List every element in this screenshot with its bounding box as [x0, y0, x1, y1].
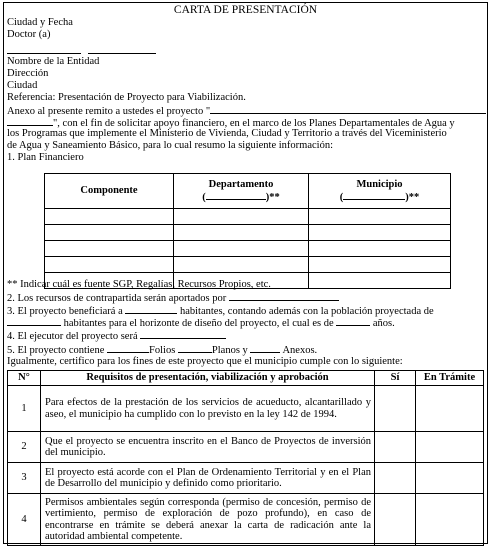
cell[interactable]: [309, 241, 451, 257]
source-blank[interactable]: [343, 190, 405, 200]
row-number: 2: [8, 432, 41, 463]
departamento-source-field: ( )**: [202, 192, 280, 203]
cell[interactable]: [45, 225, 174, 241]
anexos-blank[interactable]: [250, 343, 280, 353]
city-date-line: Ciudad y Fecha: [7, 17, 73, 28]
header-departamento: [174, 174, 309, 209]
row-number: 3: [8, 463, 41, 494]
table-row: [45, 257, 451, 273]
certification-line: Igualmente, certifico para los fines de este proyecto que el municipio cumple con lo siguiente:: [7, 356, 403, 367]
annex-line-4: de Agua y Saneamiento Básico, para lo cual resumo la siguiente información:: [7, 140, 333, 151]
annex-line-3: los Programas que implemente el Ministerio de Vivienda, Ciudad y Territorio a través del Viceministerio: [7, 128, 447, 139]
source-blank[interactable]: [206, 190, 266, 200]
tramite-cell[interactable]: [416, 494, 484, 546]
requirement-text: Que el proyecto se encuentra inscrito en el Banco de Proyectos de inversión del municipio.: [41, 432, 375, 463]
entity-name-line: Nombre de la Entidad: [7, 56, 100, 67]
item-4: 4. El ejecutor del proyecto será: [7, 329, 226, 343]
reference-line: Referencia: Presentación de Proyecto para Viabilización.: [7, 92, 246, 103]
executor-blank[interactable]: [140, 329, 226, 339]
annex-text: ", con el fin de solicitar apoyo financiero, en el marco de los Planes Departamentales de Agua y: [53, 118, 455, 129]
si-cell[interactable]: [375, 494, 416, 546]
cell[interactable]: [174, 209, 309, 225]
table-row: [45, 241, 451, 257]
project-name-blank[interactable]: [210, 104, 486, 114]
projected-population-blank[interactable]: [7, 316, 61, 326]
table-row: [8, 386, 484, 432]
cell[interactable]: [45, 241, 174, 257]
requirements-table: [7, 370, 484, 546]
page-title: CARTA DE PRESENTACIÓN: [173, 4, 318, 16]
cell[interactable]: [45, 257, 174, 273]
horizon-years-blank[interactable]: [336, 316, 370, 326]
letter-page: [3, 2, 488, 544]
requirement-text: El proyecto está acorde con el Plan de Ordenamiento Territorial y en el Plan de Desarrollo del municipio y definido como prioritario.: [41, 463, 375, 494]
funding-sources-note: ** Indicar cuál es fuente SGP, Regalías, Recursos Propios, etc.: [7, 279, 271, 290]
row-number: 4: [8, 494, 41, 546]
financial-table: [44, 173, 451, 289]
doctor-line: Doctor (a): [7, 29, 51, 40]
cell[interactable]: [309, 273, 451, 289]
planos-blank[interactable]: [178, 343, 212, 353]
item-3-line-2: habitantes para el horizonte de diseño del proyecto, el cual es de años.: [7, 316, 395, 330]
item-3-line-1: 3. El proyecto beneficiará a habitantes, contando además con la población proyectada de: [7, 306, 434, 317]
header-componente: Componente: [45, 174, 174, 209]
header-number: N°: [8, 371, 41, 386]
header-en-tramite: En Trámite: [416, 371, 484, 386]
tramite-cell[interactable]: [416, 432, 484, 463]
header-municipio: [309, 174, 451, 209]
table-row: [8, 463, 484, 494]
counterpart-blank[interactable]: [229, 291, 339, 301]
section-plan-financiero: 1. Plan Financiero: [7, 152, 84, 163]
cell[interactable]: [174, 241, 309, 257]
si-cell[interactable]: [375, 463, 416, 494]
cell[interactable]: [309, 257, 451, 273]
table-row: [45, 209, 451, 225]
cell[interactable]: [309, 209, 451, 225]
si-cell[interactable]: [375, 432, 416, 463]
municipio-source-field: ( )**: [339, 192, 420, 203]
si-cell[interactable]: [375, 386, 416, 432]
requirement-text: Permisos ambientales según corresponda (permiso de concesión, permiso de vertimiento, permiso de exploración de pozo profundo), en caso de encontrarse en trámite se deberá anexar la carta de radicación ante la autoridad ambiental competente.: [41, 494, 375, 546]
blank-line[interactable]: [7, 44, 81, 54]
header-requisitos: Requisitos de presentación, viabilización y aprobación: [41, 371, 375, 386]
annex-text: Anexo al presente remito a ustedes el proyecto ": [7, 106, 211, 117]
table-row: [45, 225, 451, 241]
address-line: Dirección: [7, 68, 49, 79]
city-line: Ciudad: [7, 80, 38, 91]
item-5: 5. El proyecto contiene Folios Planos y Anexos.: [7, 345, 318, 356]
item-2: 2. Los recursos de contrapartida serán aportados por: [7, 291, 339, 305]
table-row: [8, 432, 484, 463]
cell[interactable]: [45, 209, 174, 225]
municipio-label: Municipio: [356, 178, 403, 190]
folios-blank[interactable]: [107, 343, 149, 353]
requirement-text: Para efectos de la prestación de los servicios de acueducto, alcantarillado y aseo, el municipio ha cumplido con lo previsto en la ley 142 de 1994.: [41, 386, 375, 432]
beneficiaries-blank[interactable]: [125, 304, 177, 314]
cell[interactable]: [309, 225, 451, 241]
departamento-label: Departamento: [208, 178, 274, 190]
project-name-blank[interactable]: [7, 116, 53, 126]
cell[interactable]: [174, 257, 309, 273]
tramite-cell[interactable]: [416, 463, 484, 494]
blank-line[interactable]: [88, 44, 156, 54]
cell[interactable]: [174, 225, 309, 241]
table-row: [8, 494, 484, 546]
tramite-cell[interactable]: [416, 386, 484, 432]
header-si: Sí: [375, 371, 416, 386]
row-number: 1: [8, 386, 41, 432]
